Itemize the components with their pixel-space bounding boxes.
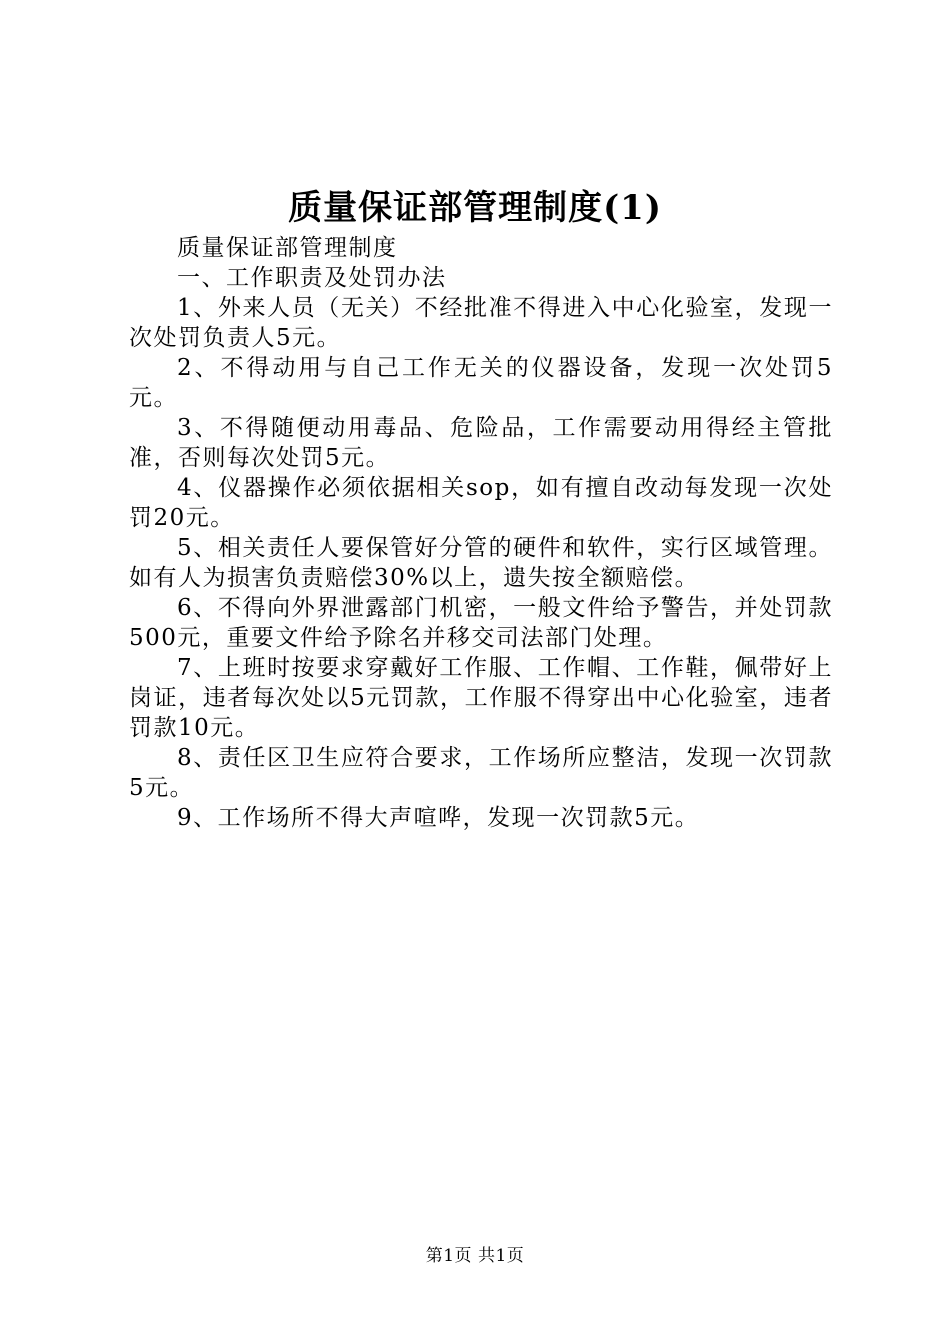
document-title: 质量保证部管理制度(1) — [288, 188, 662, 228]
paragraph-rule-8: 8、责任区卫生应符合要求，工作场所应整洁，发现一次罚款5元。 — [129, 745, 833, 801]
paragraph-rule-9: 9、工作场所不得大声喧哗，发现一次罚款5元。 — [177, 805, 700, 831]
paragraph-rule-5: 5、相关责任人要保管好分管的硬件和软件，实行区域管理。如有人为损害负责赔偿30%以上，遗失按全额赔偿。 — [129, 535, 833, 591]
paragraph-rule-7: 7、上班时按要求穿戴好工作服、工作帽、工作鞋，佩带好上岗证，违者每次处以5元罚款，工作服不得穿出中心化验室，违者罚款10元。 — [129, 655, 833, 741]
paragraph-heading: 质量保证部管理制度 — [177, 235, 398, 261]
document-body — [129, 233, 833, 833]
paragraph-rule-1: 1、外来人员（无关）不经批准不得进入中心化验室，发现一次处罚负责人5元。 — [129, 295, 833, 351]
paragraph-rule-6: 6、不得向外界泄露部门机密，一般文件给予警告，并处罚款500元，重要文件给予除名并移交司法部门处理。 — [129, 595, 833, 651]
paragraph-rule-3: 3、不得随便动用毒品、危险品，工作需要动用得经主管批准，否则每次处罚5元。 — [129, 415, 833, 471]
page-footer: 第1页 共1页 — [425, 1246, 525, 1266]
paragraph-rule-4: 4、仪器操作必须依据相关sop，如有擅自改动每发现一次处罚20元。 — [129, 475, 833, 531]
paragraph-rule-2: 2、不得动用与自己工作无关的仪器设备，发现一次处罚5元。 — [129, 355, 833, 411]
paragraph-section-title: 一、工作职责及处罚办法 — [177, 265, 447, 291]
